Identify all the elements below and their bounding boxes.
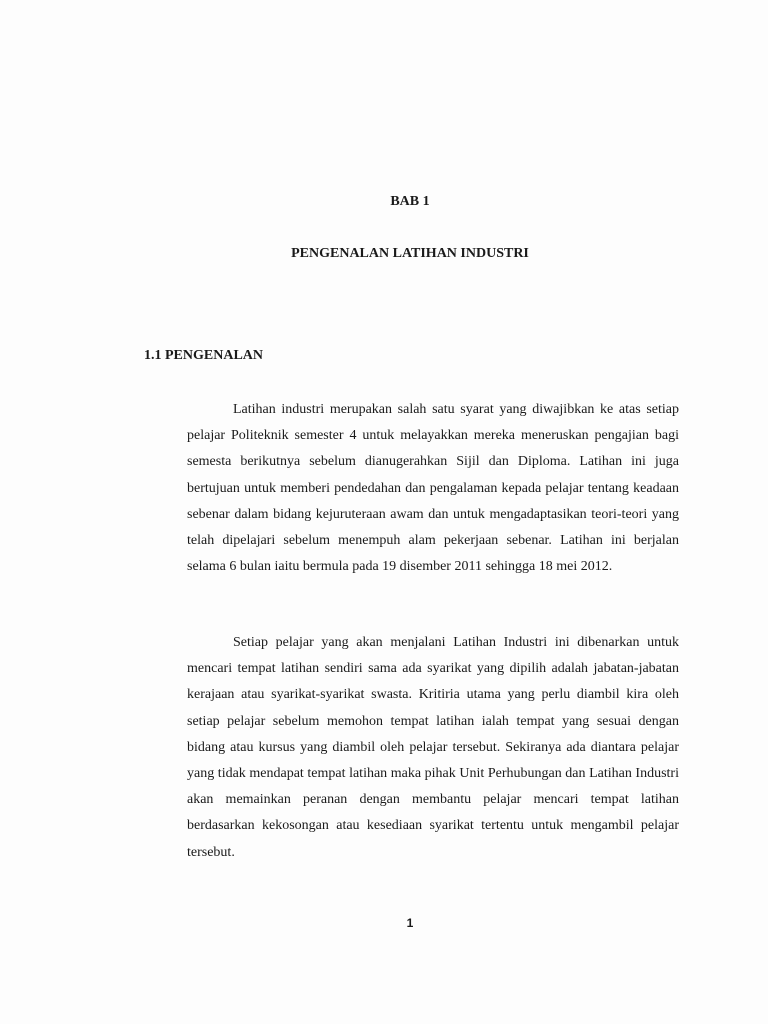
body-paragraph: Latihan industri merupakan salah satu syarat yang diwajibkan ke atas setiap pelajar Politeknik semester 4 untuk melayakkan mereka meneruskan pengajian bagi semesta berikutnya sebelum dianugerahkan Sijil dan Diploma. Latihan ini juga bertujuan untuk memberi pendedahan dan pengalaman kepada pelajar tentang keadaan sebenar dalam bidang kejuruteraan awam dan untuk mengadaptasikan teori-teori yang telah dipelajari sebelum menempuh alam pekerjaan sebenar. Latihan ini berjalan selama 6 bulan iaitu bermula pada 19 disember 2011 sehingga 18 mei 2012. — [187, 402, 679, 575]
section-heading: 1.1 PENGENALAN — [144, 348, 264, 363]
chapter-label: BAB 1 — [390, 194, 430, 209]
chapter-title: PENGENALAN LATIHAN INDUSTRI — [291, 246, 529, 261]
page-number: 1 — [406, 916, 414, 930]
body-paragraph: Setiap pelajar yang akan menjalani Latihan Industri ini dibenarkan untuk mencari tempat latihan sendiri sama ada syarikat yang dipilih adalah jabatan-jabatan kerajaan atau syarikat-syarikat swasta. Kritiria utama yang perlu diambil kira oleh setiap pelajar sebelum memohon tempat latihan ialah tempat yang sesuai dengan bidang atau kursus yang diambil oleh pelajar tersebut. Sekiranya ada diantara pelajar yang tidak mendapat tempat latihan maka pihak Unit Perhubungan dan Latihan Industri akan memainkan peranan dengan membantu pelajar mencari tempat latihan berdasarkan kekosongan atau kesediaan syarikat tertentu untuk mengambil pelajar tersebut. — [187, 635, 679, 860]
